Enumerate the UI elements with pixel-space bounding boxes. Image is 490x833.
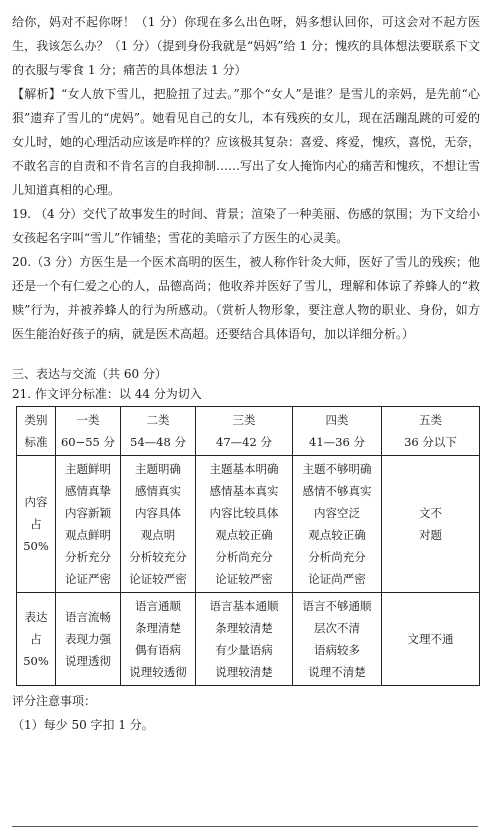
criterion: 偶有语病 — [135, 643, 181, 657]
column-name: 四类 — [325, 413, 349, 427]
criterion: 分析尚充分 — [215, 550, 273, 564]
column-range: 47—42 分 — [216, 435, 272, 449]
criterion: 表现力强 — [65, 632, 111, 646]
standard-title: 21. 作文评分标准：以 44 分为切入 — [12, 387, 202, 401]
criterion: 条理清楚 — [135, 621, 181, 635]
expression-cell — [121, 593, 196, 686]
answer-paragraph-19: 19. （4 分）交代了故事发生的时间、背景；渲染了一种美丽、伤感的氛围；为下文给小女孩起名字叫“雪儿”作铺垫；雪花的美暗示了方医生的心灵美。 — [12, 207, 480, 245]
criterion: 主题明确 — [135, 462, 181, 476]
content-cell — [382, 456, 480, 593]
criterion: 分析较充分 — [129, 550, 187, 564]
content-cell — [56, 456, 121, 593]
criterion: 观点较正确 — [308, 528, 366, 542]
notes-title: 评分注意事项： — [12, 694, 97, 708]
criterion: 感情不够真实 — [302, 484, 372, 498]
criterion: 语言流畅 — [65, 610, 111, 624]
criterion: 感情真实 — [135, 484, 181, 498]
row-header-standard: 标准 — [24, 435, 48, 449]
answer-paragraph-20: 20.（3 分）方医生是一个医术高明的医生，被人称作针灸大师，医好了雪儿的残疾；他还是一个有仁爱之心的人，品德高尚；他收养并医好了雪儿，理解和体谅了养蜂人的“救赎”行为，并被养蜂人的行为所感动。（赏析人物形象，要注意人物的职业、身份，如方医生能治好孩子的病，就是医术高超。还要结合具体语句，加以详细分析。） — [12, 255, 480, 341]
content-label: 内容 — [24, 495, 48, 509]
column-range: 54—48 分 — [130, 435, 186, 449]
criterion: 文理不通 — [407, 632, 454, 646]
criterion: 主题鲜明 — [65, 462, 111, 476]
answer-paragraph-1: 给你，妈对不起你呀！（1 分）你现在多么出色呀，妈多想认回你，可这会对不起方医生，我该怎么办？（1 分）（提到身份我就是“妈妈”给 1 分；愧疚的具体想法要联系下文的衣服与零食 1 分；痛苦的具体想法 1 分） — [12, 15, 480, 77]
criterion: 说理较清楚 — [215, 665, 273, 679]
criterion: 分析尚充分 — [308, 550, 366, 564]
criterion: 条理较清楚 — [215, 621, 273, 635]
expression-label: 表达 — [24, 610, 48, 624]
column-range: 36 分以下 — [404, 435, 457, 449]
expression-row — [17, 593, 480, 686]
expression-weight: 占 50% — [23, 632, 49, 668]
criterion: 语言通顺 — [135, 599, 181, 613]
content-weight: 占 50% — [23, 517, 49, 553]
criterion: 感情基本真实 — [209, 484, 279, 498]
section-title: 三、表达与交流（共 60 分） — [12, 367, 167, 381]
criterion: 论证较严密 — [215, 572, 273, 586]
criterion: 感情真挚 — [65, 484, 111, 498]
criterion: 内容新颖 — [65, 506, 111, 520]
criterion: 语言基本通顺 — [209, 599, 279, 613]
criterion: 语言不够通顺 — [302, 599, 372, 613]
criterion: 主题不够明确 — [302, 462, 372, 476]
column-name: 三类 — [232, 413, 256, 427]
column-header-cell — [293, 407, 382, 456]
criterion: 说理透彻 — [65, 654, 111, 668]
analysis-paragraph: 【解析】“女人放下雪儿，把脸扭了过去。”那个“女人”是谁？是雪儿的亲妈，是先前“心狠”遗弃了雪儿的“虎妈”。她看见自己的女儿，本有残疾的女儿，现在活蹦乱跳的可爱的女儿时，她的心理活动应该是咋样的？应该极其复杂：喜爱、疼爱，愧疚，喜悦，无奈，不敢名言的自责和不肯名言的自我抑制……写出了女人掩饰内心的痛苦和愧疚，不想让雪儿知道真相的心理。 — [12, 87, 481, 197]
content-label-cell — [17, 456, 56, 593]
column-name: 一类 — [76, 413, 100, 427]
content-row — [17, 456, 480, 593]
bottom-divider — [12, 826, 478, 827]
criterion: 文不 — [419, 506, 442, 520]
note-item: （1）每少 50 字扣 1 分。 — [12, 718, 154, 732]
criterion: 有少量语病 — [215, 643, 273, 657]
criterion: 分析充分 — [65, 550, 111, 564]
criterion: 说理不清楚 — [308, 665, 366, 679]
column-header-cell — [121, 407, 196, 456]
content-cell — [293, 456, 382, 593]
expression-cell — [56, 593, 121, 686]
column-header-cell — [196, 407, 293, 456]
column-range: 60−55 分 — [60, 435, 116, 449]
criterion: 内容具体 — [135, 506, 181, 520]
criterion: 内容空泛 — [314, 506, 360, 520]
content-cell — [196, 456, 293, 593]
criterion: 内容比较具体 — [209, 506, 279, 520]
criterion: 语病较多 — [314, 643, 360, 657]
rubric-table — [16, 406, 480, 686]
column-header-cell — [382, 407, 480, 456]
expression-cell — [382, 593, 480, 686]
content-cell — [121, 456, 196, 593]
criterion: 主题基本明确 — [209, 462, 279, 476]
document-page — [12, 10, 480, 736]
criterion: 层次不清 — [314, 621, 360, 635]
column-range: 41—36 分 — [309, 435, 365, 449]
expression-cell — [293, 593, 382, 686]
criterion: 论证尚严密 — [308, 572, 366, 586]
criterion: 论证较严密 — [129, 572, 187, 586]
row-header-category: 类别 — [24, 413, 48, 427]
expression-cell — [196, 593, 293, 686]
table-header-row — [17, 407, 480, 456]
criterion: 观点鲜明 — [65, 528, 111, 542]
column-name: 二类 — [146, 413, 170, 427]
criterion: 说理较透彻 — [129, 665, 187, 679]
criterion: 观点明 — [140, 528, 176, 542]
column-name: 五类 — [419, 413, 442, 427]
row-header-cell — [17, 407, 56, 456]
criterion: 论证严密 — [65, 572, 111, 586]
criterion: 对题 — [419, 528, 442, 542]
expression-label-cell — [17, 593, 56, 686]
column-header-cell — [56, 407, 121, 456]
criterion: 观点较正确 — [215, 528, 273, 542]
